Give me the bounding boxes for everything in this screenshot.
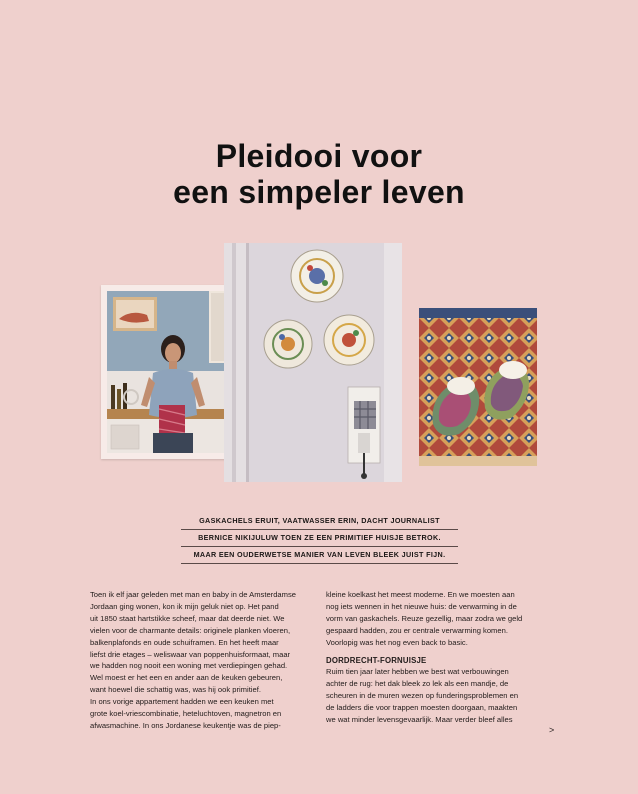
continue-arrow-icon: > [549,725,555,735]
body-line: Jordaan ging wonen, kon ik mijn geluk niet op. Het pand [90,601,279,611]
body-line: achter de rug: het dak bleek zo lek als een mandje, de [326,679,509,689]
body-line: we wat minder levensgevaarlijk. Maar verder bleef alles [326,715,513,725]
section-subheading: DORDRECHT-FORNUISJE [326,655,427,665]
strapline-line-3: MAAR EEN OUDERWETSE MANIER VAN LEVEN BLEEK JUIST FIJN. [181,547,458,564]
body-line: vorm van gaskachels. Reuze gezellig, maar zodra we geld [326,613,523,623]
body-line: afwasmachine. In ons Jordanese keukentje was de piep- [90,720,281,730]
strapline-line-2: BERNICE NIKIJULUW TOEN ZE EEN PRIMITIEF HUISJE BETROK. [181,530,458,547]
kitchen-photo [101,285,233,459]
body-line: want hoewel die schattig was, was hij ook primitief. [90,685,261,695]
body-line: kleine koelkast het meest moderne. En we moesten aan [326,590,515,599]
body-line: gespaard hadden, zou er centrale verwarming komen. [326,625,508,635]
article-strapline [181,513,458,564]
body-line: de ladders die voor trappen moesten doorgaan, maakten [326,703,518,713]
strapline-line-1: GASKACHELS ERUIT, VAATWASSER ERIN, DACHT JOURNALIST [181,513,458,530]
body-line: Wel moest er het een en ander aan de keuken gebeuren, [90,673,283,683]
body-line: Voorlopig was het nog even back to basic. [326,637,468,647]
body-line: Toen ik elf jaar geleden met man en baby in de Amsterdamse [90,590,296,599]
article-title [0,138,638,210]
body-line: nog iets wennen in het nieuwe huis: de verwarming in de [326,601,517,611]
body-line: grote koel-vriescombinatie, heteluchtoven, magnetron en [90,709,282,719]
slippers-photo [419,308,537,466]
body-line: we hadden nog nooit een woning met verdiepingen gehad. [90,661,288,671]
plates-photo [224,243,402,482]
body-line: In ons vorige appartement hadden we een keuken met [90,697,274,707]
body-line: uit 1850 staat hartstikke scheef, maar dat deerde niet. We [90,613,285,623]
body-line: liefst drie etages – weliswaar van poppenhuisformaat, maar [90,649,291,659]
body-column-left [90,589,312,732]
body-line: Ruim tien jaar later hebben we best wat verbouwingen [326,667,509,677]
title-line-2: een simpeler leven [173,174,465,210]
body-column-right [326,589,548,726]
body-line: vielen voor de charmante details: originele planken vloeren, [90,625,291,635]
title-line-1: Pleidooi voor [215,138,423,174]
body-line: scheuren in de muren wezen op funderingsproblemen en [326,691,519,701]
body-line: balkenplafonds en oude schuiframen. En het heeft maar [90,637,279,647]
